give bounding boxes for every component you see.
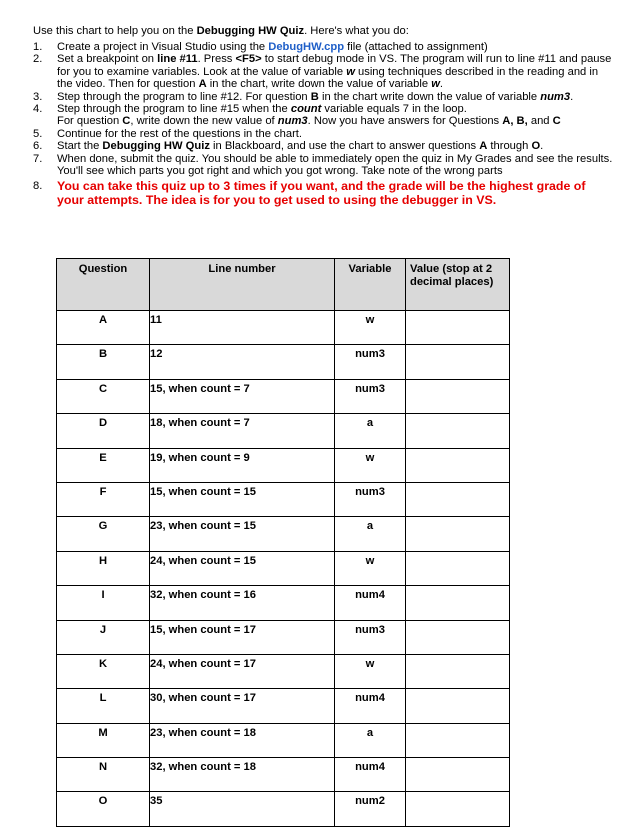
- variable-cell: a: [335, 517, 406, 551]
- table-header-row: [57, 259, 510, 311]
- step-text: .: [540, 140, 544, 153]
- debug-chart-table: [56, 258, 510, 827]
- step-text: , write down the new value of: [130, 115, 278, 128]
- header-value: Value (stop at 2 decimal places): [406, 259, 510, 311]
- table-row: [57, 758, 510, 792]
- step-4: [33, 103, 613, 128]
- step-text: in the chart write down the value of variable: [318, 90, 541, 103]
- step-number: 3.: [33, 90, 43, 103]
- variable-cell: w: [335, 311, 406, 345]
- line-cell: 15, when count = 15: [150, 482, 335, 516]
- line-cell: 15, when count = 17: [150, 620, 335, 654]
- table-row: [57, 723, 510, 757]
- question-cell: N: [57, 758, 150, 792]
- step-text: in Blackboard, and use the chart to answer questions: [209, 140, 480, 153]
- question-cell: D: [57, 414, 150, 448]
- quiz-name: Debugging HW Quiz: [102, 140, 210, 153]
- header-line-number: Line number: [150, 259, 335, 311]
- value-cell[interactable]: [406, 448, 510, 482]
- line-cell: 12: [150, 345, 335, 379]
- step-number: 7.: [33, 152, 43, 165]
- table-row: [57, 345, 510, 379]
- question-cell: L: [57, 689, 150, 723]
- step-1: [33, 41, 613, 53]
- line-cell: 32, when count = 16: [150, 586, 335, 620]
- step-text: using techniques described in the reading and in the video. Then for question: [57, 65, 599, 91]
- variable-cell: num4: [335, 758, 406, 792]
- value-cell[interactable]: [406, 620, 510, 654]
- value-cell[interactable]: [406, 792, 510, 826]
- step-text: Start the: [57, 140, 103, 153]
- step-text: and: [527, 115, 553, 128]
- step-number: 8.: [33, 180, 43, 193]
- step-6: [33, 140, 613, 152]
- variable-cell: w: [335, 448, 406, 482]
- table-row: [57, 414, 510, 448]
- step-text: file (attached to assignment): [344, 41, 488, 53]
- step-3: [33, 91, 613, 103]
- table-row: [57, 517, 510, 551]
- step-number: 5.: [33, 127, 43, 140]
- step-number: 4.: [33, 103, 43, 116]
- step-2: [33, 53, 613, 90]
- variable-cell: w: [335, 654, 406, 688]
- intro-text: [33, 25, 409, 38]
- step-text: .: [439, 78, 444, 91]
- step-text-highlight: You can take this quiz up to 3 times if you want, and the grade will be the highest grade of your attempts. The idea is for you to get used to using the debugger in VS.: [57, 179, 586, 208]
- step-7: [33, 153, 613, 178]
- table-row: [57, 448, 510, 482]
- variable-cell: num3: [335, 620, 406, 654]
- step-number: 2.: [33, 53, 43, 66]
- step-text: .: [570, 90, 574, 103]
- line-cell: 11: [150, 311, 335, 345]
- line-cell: 23, when count = 18: [150, 723, 335, 757]
- key-ref: <F5>: [235, 53, 262, 66]
- variable-cell: a: [335, 414, 406, 448]
- value-cell[interactable]: [406, 689, 510, 723]
- value-cell[interactable]: [406, 414, 510, 448]
- variable-cell: w: [335, 551, 406, 585]
- question-cell: E: [57, 448, 150, 482]
- table-row: [57, 482, 510, 516]
- variable-cell: num3: [335, 345, 406, 379]
- variable-ref: num3: [277, 115, 308, 128]
- step-text: through: [487, 140, 532, 153]
- variable-cell: num3: [335, 379, 406, 413]
- step-text: Step through the program to line #12. For question: [57, 90, 311, 103]
- step-5: [33, 128, 613, 140]
- table-row: [57, 586, 510, 620]
- step-text: For question: [57, 115, 123, 128]
- value-cell[interactable]: [406, 345, 510, 379]
- variable-ref: count: [290, 103, 322, 116]
- question-ref: A: [479, 140, 488, 153]
- step-text: in the chart, write down the value of variable: [206, 78, 432, 91]
- intro-post: . Here's what you do:: [304, 25, 409, 37]
- step-text: Create a project in Visual Studio using the: [57, 41, 269, 53]
- table-row: [57, 551, 510, 585]
- intro-pre: Use this chart to help you on the: [33, 25, 197, 37]
- question-cell: I: [57, 586, 150, 620]
- line-cell: 18, when count = 7: [150, 414, 335, 448]
- line-cell: 35: [150, 792, 335, 826]
- step-text: Step through the program to line #15 when the: [57, 103, 291, 116]
- question-ref: C: [552, 115, 561, 128]
- question-ref: C: [122, 115, 131, 128]
- value-cell[interactable]: [406, 482, 510, 516]
- line-cell: 30, when count = 17: [150, 689, 335, 723]
- variable-cell: num4: [335, 689, 406, 723]
- header-variable: Variable: [335, 259, 406, 311]
- variable-cell: num4: [335, 586, 406, 620]
- table-row: [57, 311, 510, 345]
- question-cell: M: [57, 723, 150, 757]
- step-text: Continue for the rest of the questions in the chart.: [57, 127, 303, 140]
- question-cell: B: [57, 345, 150, 379]
- question-ref: A: [198, 78, 207, 91]
- step-text: to start debug mode in VS. The program will run to line #11 and pause for you to examine variables. Look at the value of variable: [57, 53, 612, 78]
- question-cell: A: [57, 311, 150, 345]
- table-row: [57, 792, 510, 826]
- variable-cell: a: [335, 723, 406, 757]
- step-text: Set a breakpoint on: [57, 53, 158, 66]
- question-cell: C: [57, 379, 150, 413]
- value-cell[interactable]: [406, 758, 510, 792]
- value-cell[interactable]: [406, 311, 510, 345]
- question-cell: J: [57, 620, 150, 654]
- value-cell[interactable]: [406, 723, 510, 757]
- question-ref: O: [531, 140, 541, 153]
- table-row: [57, 654, 510, 688]
- line-cell: 23, when count = 15: [150, 517, 335, 551]
- file-name: DebugHW.cpp: [268, 41, 345, 53]
- line-cell: 32, when count = 18: [150, 758, 335, 792]
- question-cell: O: [57, 792, 150, 826]
- value-cell[interactable]: [406, 517, 510, 551]
- question-cell: K: [57, 654, 150, 688]
- step-text: . Now you have answers for Questions: [307, 115, 503, 128]
- question-ref: A, B,: [502, 115, 528, 128]
- line-cell: 15, when count = 7: [150, 379, 335, 413]
- variable-cell: num3: [335, 482, 406, 516]
- value-cell[interactable]: [406, 379, 510, 413]
- table-row: [57, 379, 510, 413]
- line-cell: 24, when count = 17: [150, 654, 335, 688]
- step-text: . Press: [197, 53, 236, 66]
- table-row: [57, 689, 510, 723]
- value-cell[interactable]: [406, 551, 510, 585]
- line-cell: 19, when count = 9: [150, 448, 335, 482]
- question-cell: G: [57, 517, 150, 551]
- step-number: 1.: [33, 41, 43, 53]
- header-question: Question: [57, 259, 150, 311]
- question-cell: F: [57, 482, 150, 516]
- variable-ref: w: [431, 78, 440, 91]
- intro-quiz-name: Debugging HW Quiz: [196, 25, 305, 37]
- step-number: 6.: [33, 140, 43, 153]
- step-text: variable equals 7 in the loop.: [321, 103, 467, 116]
- step-8: [33, 179, 613, 207]
- question-cell: H: [57, 551, 150, 585]
- table-row: [57, 620, 510, 654]
- variable-cell: num2: [335, 792, 406, 826]
- line-cell: 24, when count = 15: [150, 551, 335, 585]
- value-cell[interactable]: [406, 586, 510, 620]
- question-ref: B: [310, 90, 319, 103]
- line-ref: line #11: [157, 53, 198, 66]
- variable-ref: num3: [540, 90, 571, 103]
- step-text: When done, submit the quiz. You should be able to immediately open the quiz in My Grades and see the results. You'll see which parts you got right and which you got wrong. Take note of the wrong parts: [57, 152, 613, 178]
- variable-ref: w: [346, 65, 355, 78]
- instruction-list: [33, 41, 613, 207]
- value-cell[interactable]: [406, 654, 510, 688]
